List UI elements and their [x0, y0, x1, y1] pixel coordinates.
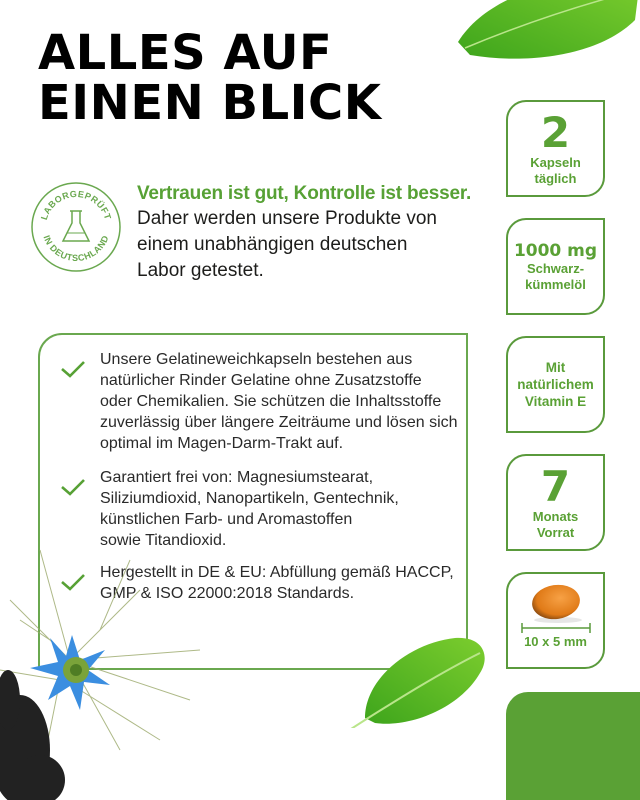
capsule-icon [516, 582, 596, 634]
stat-capsule-size: 10 x 5 mm [506, 572, 605, 669]
trust-title: Vertrauen ist gut, Kontrolle ist besser. [137, 183, 472, 204]
feature-item: Garantiert frei von: Magnesiumstearat, Siliziumdioxid, Nanopartikeln, Gentechnik, künstlichen Farb- und Aromastoffen sowie Titandioxid. [100, 467, 460, 551]
green-accent-block [506, 692, 640, 800]
stat-vitamin-e: Mit natürlichem Vitamin E [506, 336, 605, 433]
stat-dosage: 1000 mg Schwarz- kümmelöl [506, 218, 605, 315]
feature-item: Hergestellt in DE & EU: Abfüllung gemäß HACCP, GMP & ISO 22000:2018 Standards. [100, 562, 460, 604]
svg-text:IN DEUTSCHLAND: IN DEUTSCHLAND [41, 233, 111, 264]
flask-icon [63, 211, 89, 241]
leaf-image-middle [340, 628, 490, 728]
trust-body: Daher werden unsere Produkte von einem unabhängigen deutschen Labor getestet. [137, 208, 437, 281]
page-title: ALLES AUF EINEN BLICK [38, 25, 382, 131]
check-icon [60, 477, 86, 497]
trust-statement [137, 182, 487, 284]
stat-capsules-daily: 2 Kapseln täglich [506, 100, 605, 197]
lab-tested-badge [30, 181, 122, 273]
feature-item: Unsere Gelatineweichkapseln bestehen aus natürlicher Rinder Gelatine ohne Zusatzstoffe oder Chemikalien. Sie schützen die Inhaltsstoffe zuverlässig über längere Zeiträume und lösen sich optimal im Magen-Darm-Trakt auf. [100, 349, 460, 454]
leaf-image-top [450, 0, 640, 65]
stat-supply: 7 Monats Vorrat [506, 454, 605, 551]
svg-text:LABORGEPRÜFT: LABORGEPRÜFT [38, 188, 114, 222]
check-icon [60, 359, 86, 379]
nigella-flower-image [0, 520, 220, 800]
